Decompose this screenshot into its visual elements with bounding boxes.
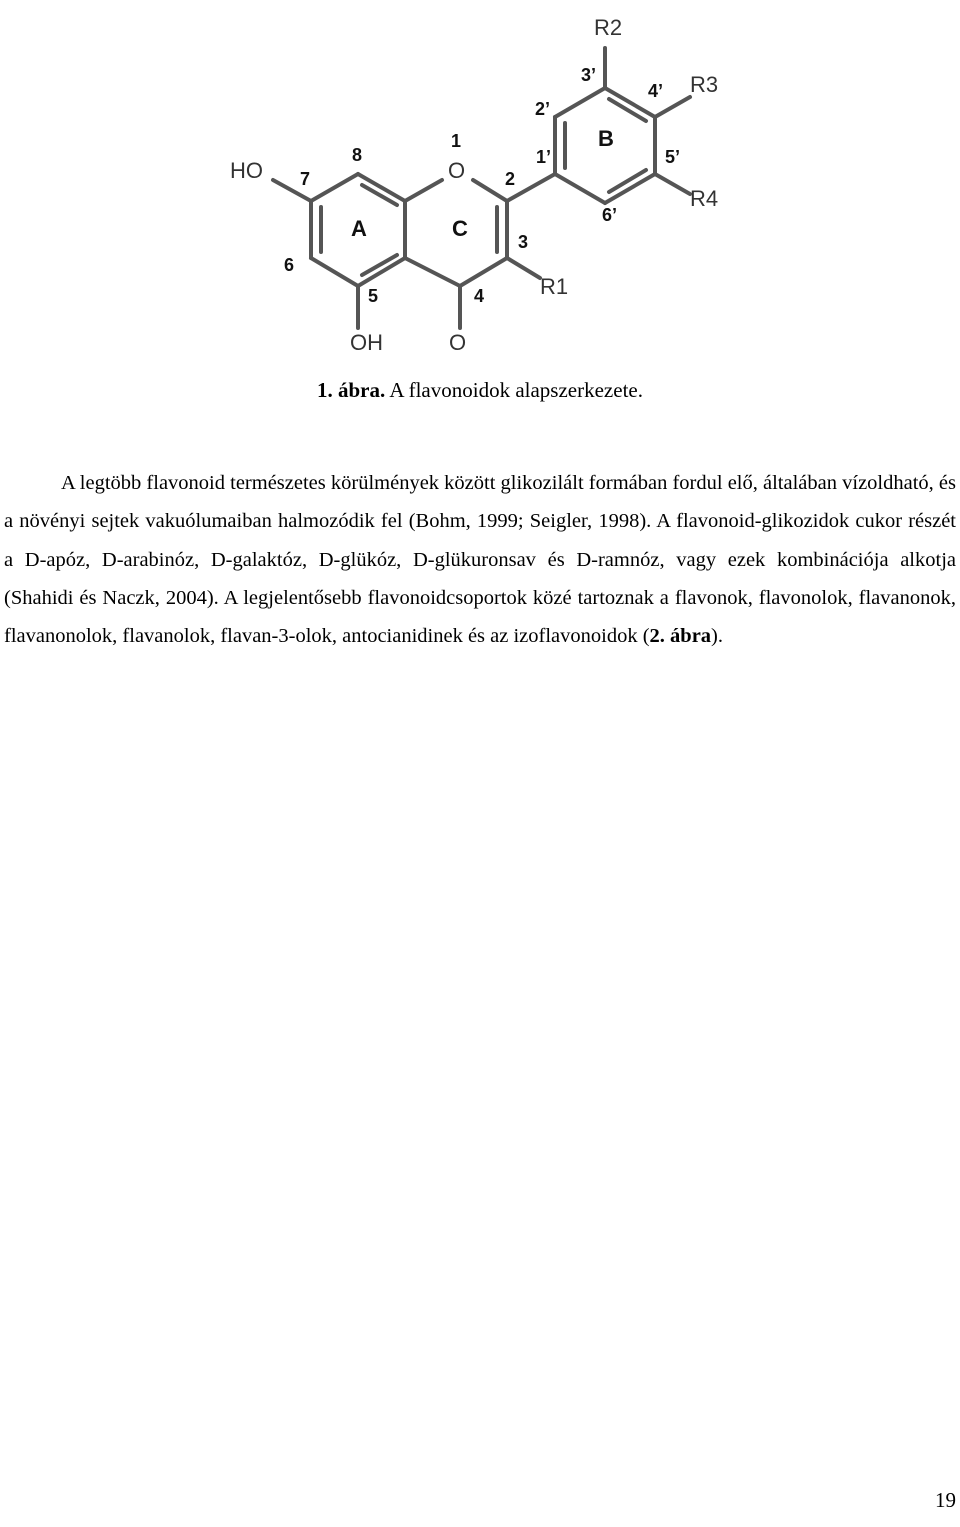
chemical-structure-drawing (215, 0, 745, 370)
r3-label: R3 (690, 72, 719, 97)
hydroxyl-label: OH (350, 330, 383, 355)
atom-number: 1’ (536, 147, 552, 167)
atom-number: 6 (284, 255, 295, 275)
atom-number: 5 (368, 286, 379, 306)
ring-a-label: A (351, 216, 367, 241)
bond (473, 180, 507, 201)
caption-text: A flavonoidok alapszerkezete. (385, 378, 643, 402)
r1-label: R1 (540, 274, 569, 299)
atom-number: 2’ (535, 99, 551, 119)
atom-number: 5’ (665, 147, 681, 167)
bond (655, 174, 690, 194)
paragraph-end: ). (711, 625, 723, 648)
r2-label: R2 (594, 15, 623, 40)
paragraph (4, 464, 956, 655)
bond (460, 258, 507, 286)
flavonoid-structure-figure (215, 0, 745, 370)
atom-number: 8 (352, 145, 363, 165)
ring-b-label: B (598, 126, 614, 151)
body-text (4, 464, 956, 655)
figure-caption (0, 378, 960, 403)
bond (555, 174, 605, 203)
figure-reference: 2. ábra (649, 625, 712, 648)
paragraph-text: A legtöbb flavonoid természetes körülmények között glikozilált formában fordul elő, általában vízoldható, és a növényi sejtek vakuólumaiban halmozódik fel (Bohm, 1999; Seigler, 1998). A flavonoid-glikozidok cukor részét a D-apóz, D-arabinóz, D-galaktóz, D-glükóz, D-glükuronsav és D-ramnóz, vagy ezek kombinációja alkotja (Shahidi és Naczk, 2004). A legjelentősebb flavonoidcsoportok közé tartoznak a flavonok, flavonolok, flavanonok, flavanonolok, flavanolok, flavan-3-olok, antocianidinek és az izoflavonoidok ( (4, 472, 956, 648)
hydroxyl-label: HO (230, 158, 263, 183)
bond (507, 258, 540, 278)
caption-figure-number: 1. ábra. (317, 378, 386, 402)
ring-oxygen-label: O (448, 158, 466, 183)
bond (311, 258, 358, 286)
atom-number: 4 (474, 286, 485, 306)
atom-number: 7 (300, 169, 311, 189)
bond (311, 174, 358, 201)
atom-number: 2 (505, 169, 516, 189)
atom-number: 6’ (602, 205, 618, 225)
atom-number: 4’ (648, 81, 664, 101)
atom-number: 3 (518, 232, 529, 252)
r4-label: R4 (690, 186, 719, 211)
carbonyl-oxygen-label: O (449, 330, 467, 355)
ring-c-label: C (452, 216, 468, 241)
bond (405, 180, 442, 201)
page-number: 19 (935, 1488, 956, 1512)
bond (405, 258, 460, 286)
atom-number: 3’ (581, 65, 597, 85)
bond (555, 88, 605, 117)
atom-number: 1 (451, 131, 462, 151)
